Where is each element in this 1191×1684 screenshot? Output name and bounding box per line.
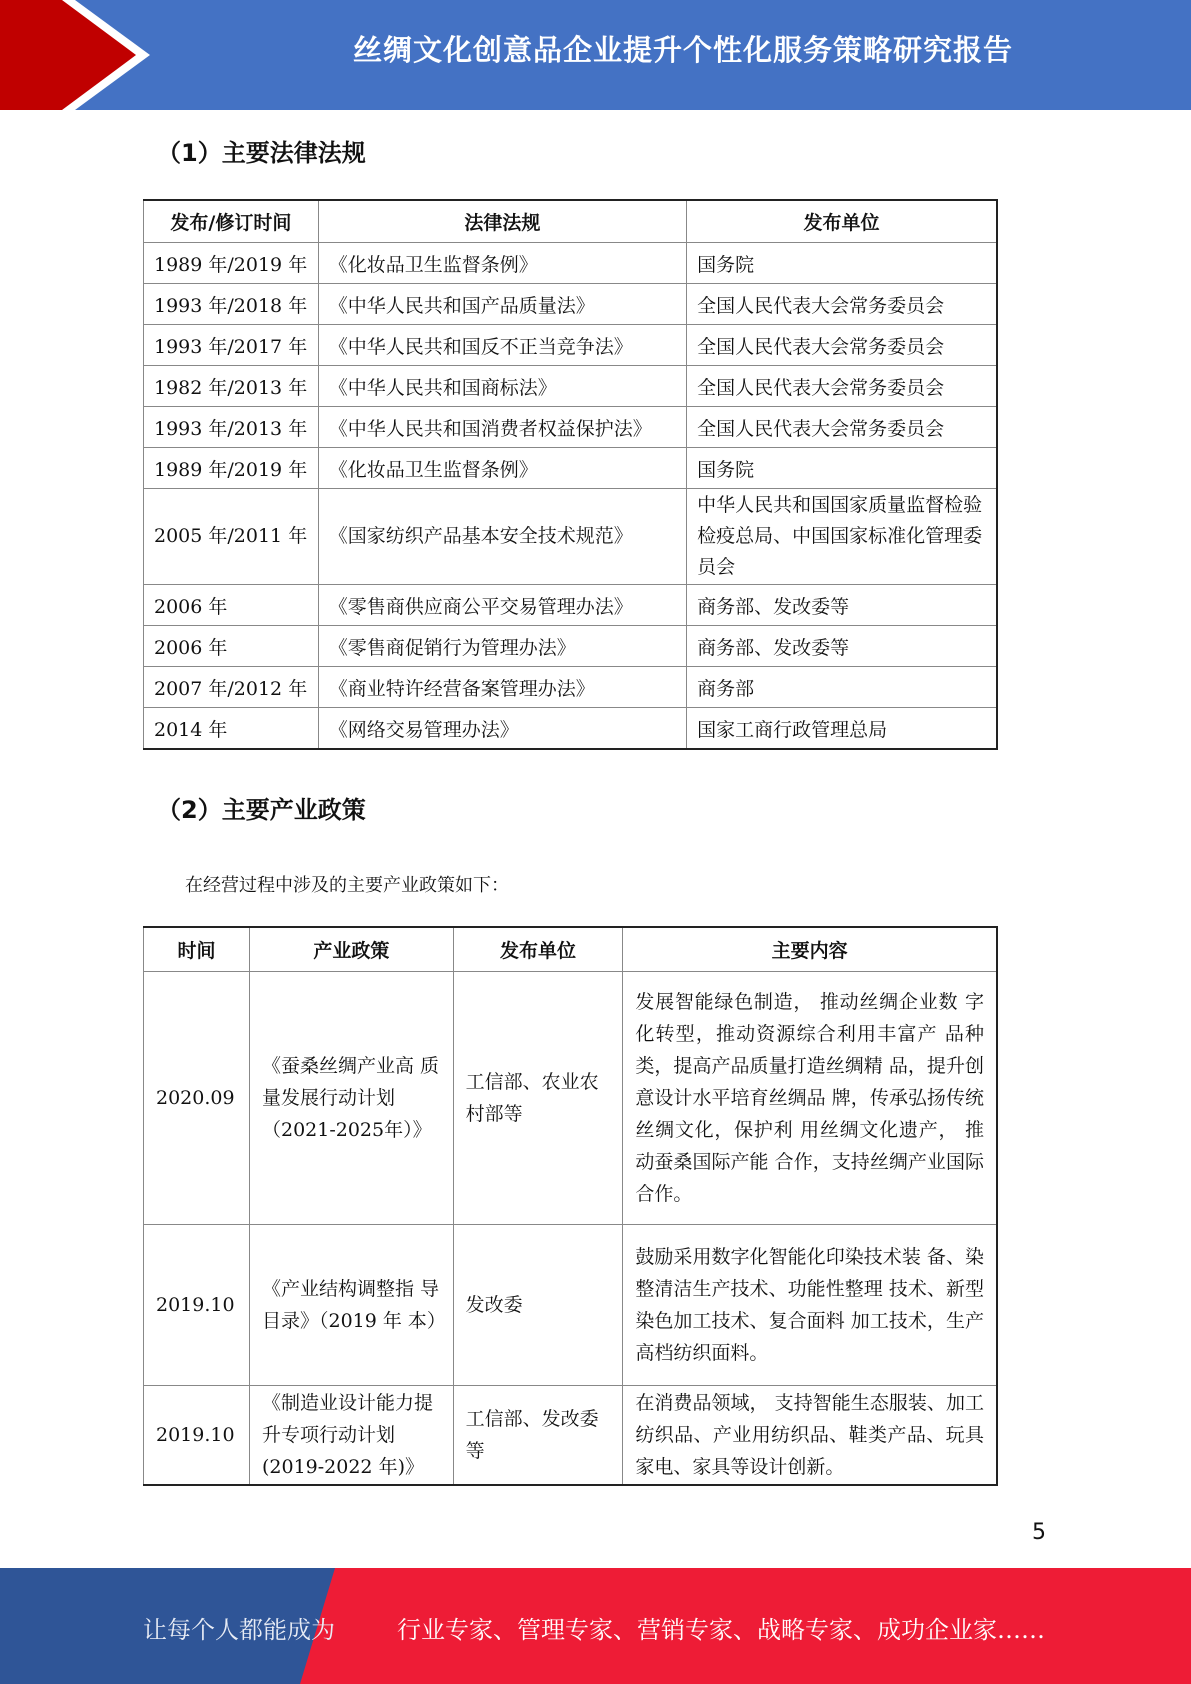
issuer-cell: 国务院 (687, 243, 997, 284)
issuer-cell: 国务院 (687, 448, 997, 489)
law-cell: 《商业特许经营备案管理办法》 (318, 667, 686, 708)
table-row (144, 407, 998, 448)
policy-cell: 《蚕桑丝绸产业高 质量发展行动计划（2021-2025年）》 (249, 972, 453, 1225)
table-row (144, 585, 998, 626)
date-cell: 1982 年/2013 年 (144, 366, 319, 407)
date-cell: 2005 年/2011 年 (144, 489, 319, 585)
section-heading-policies: （2）主要产业政策 (157, 796, 366, 824)
footer-slogan-left: 让每个人都能成为 (143, 1616, 335, 1644)
law-cell: 《网络交易管理办法》 (318, 708, 686, 750)
column-header: 主要内容 (623, 927, 997, 972)
issuer-cell: 商务部 (687, 667, 997, 708)
date-cell: 1993 年/2018 年 (144, 284, 319, 325)
page-header (0, 0, 1191, 110)
page-footer (0, 1568, 1191, 1684)
date-cell: 2019.10 (144, 1386, 250, 1486)
footer-slogan-right: 行业专家、管理专家、营销专家、战略专家、成功企业家…… (397, 1616, 1045, 1644)
table-row (144, 325, 998, 366)
column-header: 法律法规 (318, 200, 686, 243)
column-header: 发布单位 (453, 927, 623, 972)
issuer-cell: 商务部、发改委等 (687, 585, 997, 626)
column-header: 产业政策 (249, 927, 453, 972)
issuer-cell: 全国人民代表大会常务委员会 (687, 325, 997, 366)
column-header: 发布单位 (687, 200, 997, 243)
law-cell: 《中华人民共和国商标法》 (318, 366, 686, 407)
issuer-cell: 全国人民代表大会常务委员会 (687, 407, 997, 448)
date-cell: 2020.09 (144, 972, 250, 1225)
policy-cell: 《产业结构调整指 导目录》（2019 年 本） (249, 1225, 453, 1386)
page-number: 5 (1032, 1520, 1046, 1545)
law-cell: 《化妆品卫生监督条例》 (318, 243, 686, 284)
law-cell: 《中华人民共和国反不正当竞争法》 (318, 325, 686, 366)
law-cell: 《中华人民共和国产品质量法》 (318, 284, 686, 325)
issuer-cell: 商务部、发改委等 (687, 626, 997, 667)
report-title: 丝绸文化创意品企业提升个性化服务策略研究报告 (352, 33, 1013, 67)
column-header: 时间 (144, 927, 250, 972)
column-header: 发布/修订时间 (144, 200, 319, 243)
date-cell: 2019.10 (144, 1225, 250, 1386)
law-cell: 《国家纺织产品基本安全技术规范》 (318, 489, 686, 585)
header-arrow-decoration (0, 0, 160, 110)
table-row (144, 708, 998, 750)
issuer-cell: 中华人民共和国国家质量监督检验检疫总局、中国国家标准化管理委员会 (687, 489, 997, 585)
table-row (144, 972, 998, 1225)
table-header-row (144, 200, 998, 243)
law-cell: 《零售商促销行为管理办法》 (318, 626, 686, 667)
policies-table (143, 926, 998, 1486)
date-cell: 1989 年/2019 年 (144, 243, 319, 284)
issuer-cell: 全国人民代表大会常务委员会 (687, 284, 997, 325)
date-cell: 2006 年 (144, 626, 319, 667)
content-cell: 发展智能绿色制造， 推动丝绸企业数 字化转型，推动资源综合利用丰富产 品种类，提高产品质量打造丝绸精 品，提升创意设计水平培育丝绸品 牌，传承弘扬传统丝绸文化，保护利 用丝绸文化遗产， 推动蚕桑国际产能 合作，支持丝绸产业国际合作。 (623, 972, 997, 1225)
laws-table (143, 199, 998, 750)
issuer-cell: 工信部、发改委等 (453, 1386, 623, 1486)
law-cell: 《化妆品卫生监督条例》 (318, 448, 686, 489)
issuer-cell: 国家工商行政管理总局 (687, 708, 997, 750)
issuer-cell: 工信部、农业农村部等 (453, 972, 623, 1225)
content-cell: 在消费品领域， 支持智能生态服装、加工纺织品、产业用纺织品、鞋类产品、玩具家电、家具等设计创新。 (623, 1386, 997, 1486)
table-row (144, 448, 998, 489)
table-row (144, 667, 998, 708)
table-row (144, 366, 998, 407)
table-row (144, 489, 998, 585)
date-cell: 2007 年/2012 年 (144, 667, 319, 708)
table-row (144, 1225, 998, 1386)
policy-cell: 《制造业设计能力提升专项行动计划(2019-2022 年)》 (249, 1386, 453, 1486)
date-cell: 2006 年 (144, 585, 319, 626)
table-row (144, 626, 998, 667)
content-cell: 鼓励采用数字化智能化印染技术装 备、染整清洁生产技术、功能性整理 技术、新型染色加工技术、复合面料 加工技术，生产高档纺织面料。 (623, 1225, 997, 1386)
date-cell: 1993 年/2013 年 (144, 407, 319, 448)
table-header-row (144, 927, 998, 972)
date-cell: 2014 年 (144, 708, 319, 750)
intro-text: 在经营过程中涉及的主要产业政策如下： (185, 875, 509, 896)
table-row (144, 243, 998, 284)
date-cell: 1989 年/2019 年 (144, 448, 319, 489)
law-cell: 《零售商供应商公平交易管理办法》 (318, 585, 686, 626)
table-row (144, 1386, 998, 1486)
law-cell: 《中华人民共和国消费者权益保护法》 (318, 407, 686, 448)
date-cell: 1993 年/2017 年 (144, 325, 319, 366)
section-heading-laws: （1）主要法律法规 (157, 139, 366, 167)
table-row (144, 284, 998, 325)
issuer-cell: 发改委 (453, 1225, 623, 1386)
issuer-cell: 全国人民代表大会常务委员会 (687, 366, 997, 407)
